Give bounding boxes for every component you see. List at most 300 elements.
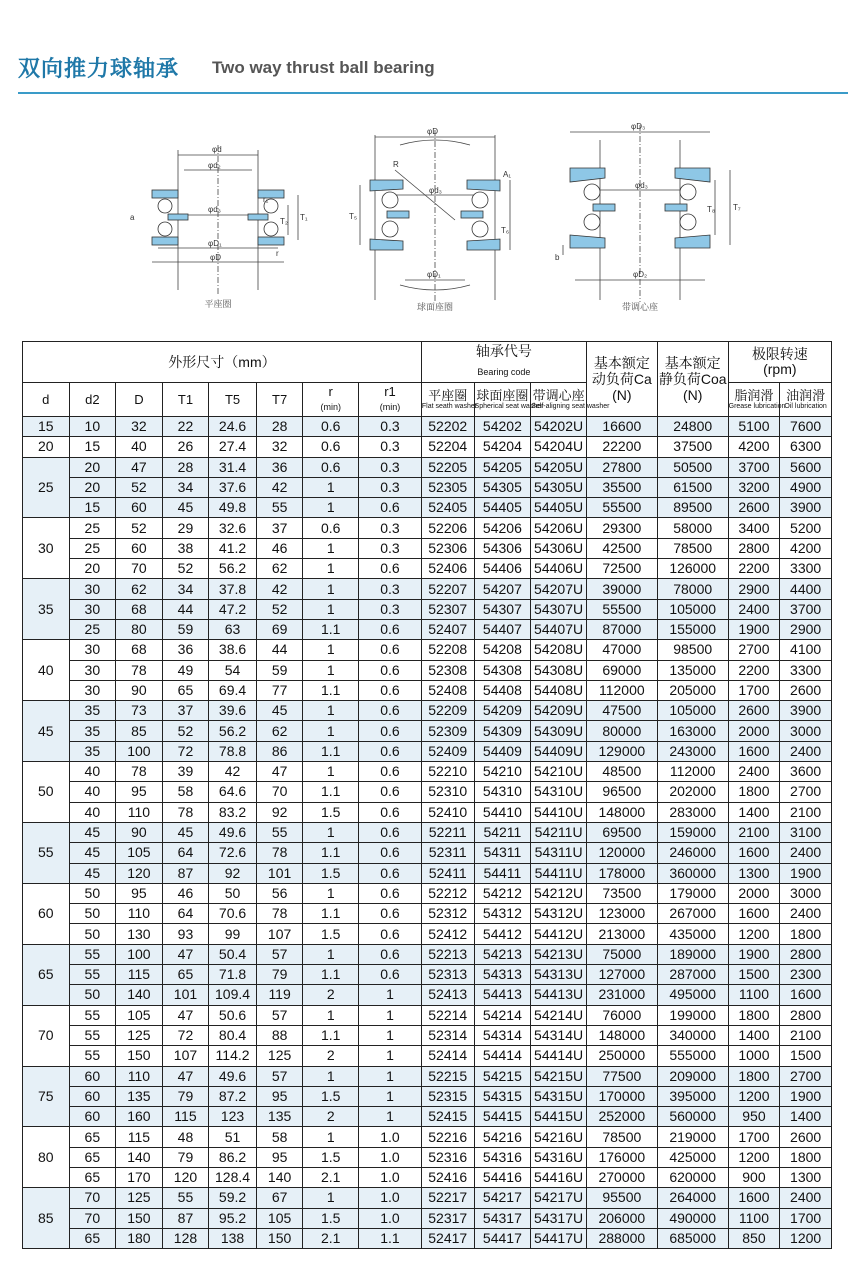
header-rule <box>18 92 848 94</box>
cell-d2: 50 <box>69 985 116 1005</box>
cell-r: 1 <box>303 559 359 579</box>
cell-r: 1 <box>303 1188 359 1208</box>
cell-code-self-aligning: 54217U <box>531 1188 587 1208</box>
cell-T7: 32 <box>256 437 303 457</box>
cell-static-load: 189000 <box>657 944 728 964</box>
bore-diameter-cell: 35 <box>23 579 70 640</box>
cell-code-spherical: 54416 <box>474 1167 531 1187</box>
cell-d2: 50 <box>69 904 116 924</box>
cell-static-load: 37500 <box>657 437 728 457</box>
label-T5: T₅ <box>349 212 358 221</box>
cell-speed-grease: 1800 <box>728 1005 780 1025</box>
cell-speed-oil: 2800 <box>780 1005 832 1025</box>
cell-r: 0.6 <box>303 457 359 477</box>
cell-T1: 38 <box>162 538 209 558</box>
cell-T7: 52 <box>256 599 303 619</box>
cell-static-load: 126000 <box>657 559 728 579</box>
table-row <box>23 1147 832 1167</box>
cell-code-flat: 52212 <box>421 883 474 903</box>
cell-r1: 0.6 <box>359 944 422 964</box>
col-oil-en: Oil lubrication <box>784 403 827 410</box>
table-row <box>23 559 832 579</box>
cell-code-self-aligning: 54307U <box>531 599 587 619</box>
cell-r1: 0.3 <box>359 599 422 619</box>
cell-D: 150 <box>116 1046 163 1066</box>
caption-self-aligning-seat: 带调心座 <box>621 302 658 312</box>
cell-T5: 54 <box>209 660 257 680</box>
cell-r: 1.5 <box>303 863 359 883</box>
table-body <box>23 417 832 1249</box>
col-T1-header: T1 <box>162 383 209 417</box>
cell-code-flat: 52210 <box>421 762 474 782</box>
cell-T5: 50 <box>209 883 257 903</box>
cell-speed-oil: 3900 <box>780 701 832 721</box>
cell-r: 1.5 <box>303 924 359 944</box>
cell-T7: 47 <box>256 762 303 782</box>
cell-r: 1.1 <box>303 680 359 700</box>
cell-speed-grease: 1200 <box>728 1086 780 1106</box>
cell-speed-grease: 1900 <box>728 619 780 639</box>
cell-speed-oil: 2700 <box>780 1066 832 1086</box>
cell-code-flat: 52412 <box>421 924 474 944</box>
cell-D: 135 <box>116 1086 163 1106</box>
cell-d2: 25 <box>69 619 116 639</box>
cell-code-flat: 52414 <box>421 1046 474 1066</box>
cell-dynamic-load: 206000 <box>586 1208 657 1228</box>
cell-D: 100 <box>116 944 163 964</box>
cell-T5: 123 <box>209 1107 257 1127</box>
cell-speed-grease: 2200 <box>728 559 780 579</box>
cell-D: 52 <box>116 518 163 538</box>
cell-r: 1.5 <box>303 1208 359 1228</box>
cell-D: 80 <box>116 619 163 639</box>
cell-code-flat: 52206 <box>421 518 474 538</box>
cell-d2: 35 <box>69 721 116 741</box>
cell-r: 1 <box>303 640 359 660</box>
cell-code-self-aligning: 54315U <box>531 1086 587 1106</box>
cell-static-load: 105000 <box>657 701 728 721</box>
cell-code-self-aligning: 54412U <box>531 924 587 944</box>
cell-d2: 65 <box>69 1127 116 1147</box>
cell-static-load: 50500 <box>657 457 728 477</box>
cell-r1: 1 <box>359 1025 422 1045</box>
cell-speed-oil: 2100 <box>780 1025 832 1045</box>
cell-speed-oil: 2400 <box>780 741 832 761</box>
cell-code-self-aligning: 54309U <box>531 721 587 741</box>
cell-T1: 52 <box>162 559 209 579</box>
cell-D: 95 <box>116 782 163 802</box>
cell-speed-grease: 2200 <box>728 660 780 680</box>
cell-d2: 25 <box>69 518 116 538</box>
cell-code-spherical: 54209 <box>474 701 531 721</box>
cell-r1: 0.3 <box>359 538 422 558</box>
cell-r: 1.5 <box>303 1147 359 1167</box>
header-row-1 <box>23 342 832 383</box>
cell-r1: 0.6 <box>359 822 422 842</box>
cell-code-spherical: 54415 <box>474 1107 531 1127</box>
cell-static-load: 205000 <box>657 680 728 700</box>
cell-code-self-aligning: 54312U <box>531 904 587 924</box>
cell-T7: 57 <box>256 1005 303 1025</box>
cell-T1: 120 <box>162 1167 209 1187</box>
cell-r1: 0.6 <box>359 619 422 639</box>
cell-r1: 0.3 <box>359 579 422 599</box>
cell-code-spherical: 54316 <box>474 1147 531 1167</box>
table-row <box>23 619 832 639</box>
cell-speed-grease: 2000 <box>728 721 780 741</box>
cell-T1: 64 <box>162 904 209 924</box>
cell-code-self-aligning: 54415U <box>531 1107 587 1127</box>
cell-r: 1.5 <box>303 1086 359 1106</box>
label-d: φd <box>212 145 222 154</box>
cell-code-self-aligning: 54313U <box>531 965 587 985</box>
table-row <box>23 1086 832 1106</box>
cell-static-load: 685000 <box>657 1228 728 1248</box>
cell-static-load: 78500 <box>657 538 728 558</box>
cell-speed-grease: 2000 <box>728 883 780 903</box>
cell-r: 1 <box>303 762 359 782</box>
cell-speed-grease: 1800 <box>728 1066 780 1086</box>
cell-static-load: 163000 <box>657 721 728 741</box>
cell-D: 90 <box>116 822 163 842</box>
label-r: r <box>276 249 279 258</box>
cell-dynamic-load: 55500 <box>586 599 657 619</box>
speed-unit: (rpm) <box>763 361 797 377</box>
cell-speed-oil: 4100 <box>780 640 832 660</box>
cell-code-flat: 52410 <box>421 802 474 822</box>
cell-speed-oil: 2400 <box>780 843 832 863</box>
cell-T7: 150 <box>256 1228 303 1248</box>
cell-r1: 0.6 <box>359 559 422 579</box>
cell-T1: 48 <box>162 1127 209 1147</box>
table-row <box>23 1228 832 1248</box>
cell-T7: 57 <box>256 944 303 964</box>
static-load-label: 基本额定静负荷Coa <box>658 355 727 387</box>
cell-static-load: 179000 <box>657 883 728 903</box>
cell-D: 95 <box>116 883 163 903</box>
cell-T1: 47 <box>162 944 209 964</box>
table-row <box>23 944 832 964</box>
cell-dynamic-load: 76000 <box>586 1005 657 1025</box>
cell-static-load: 246000 <box>657 843 728 863</box>
table-row <box>23 965 832 985</box>
caption-flat-seat: 平座圈 <box>204 299 232 309</box>
cell-code-flat: 52316 <box>421 1147 474 1167</box>
cell-r: 1 <box>303 944 359 964</box>
cell-code-flat: 52408 <box>421 680 474 700</box>
bore-diameter-cell: 65 <box>23 944 70 1005</box>
col-grease-label: 脂润滑 <box>734 388 774 403</box>
cell-T1: 47 <box>162 1005 209 1025</box>
table-row <box>23 822 832 842</box>
cell-r1: 1 <box>359 1086 422 1106</box>
cell-T5: 37.8 <box>209 579 257 599</box>
cell-static-load: 395000 <box>657 1086 728 1106</box>
cell-speed-grease: 2600 <box>728 498 780 518</box>
cell-T5: 128.4 <box>209 1167 257 1187</box>
cell-d2: 55 <box>69 1046 116 1066</box>
cell-T5: 56.2 <box>209 559 257 579</box>
cell-r1: 0.3 <box>359 457 422 477</box>
cell-static-load: 360000 <box>657 863 728 883</box>
table-row <box>23 498 832 518</box>
cell-code-spherical: 54305 <box>474 477 531 497</box>
cell-D: 68 <box>116 599 163 619</box>
cell-code-self-aligning: 54215U <box>531 1066 587 1086</box>
cell-r1: 0.6 <box>359 660 422 680</box>
cell-D: 62 <box>116 579 163 599</box>
cell-T1: 44 <box>162 599 209 619</box>
cell-static-load: 209000 <box>657 1066 728 1086</box>
cell-d2: 30 <box>69 660 116 680</box>
cell-T7: 140 <box>256 1167 303 1187</box>
cell-T7: 95 <box>256 1086 303 1106</box>
cell-T5: 138 <box>209 1228 257 1248</box>
cell-code-spherical: 54215 <box>474 1066 531 1086</box>
cell-speed-oil: 2300 <box>780 965 832 985</box>
cell-dynamic-load: 148000 <box>586 1025 657 1045</box>
cell-static-load: 219000 <box>657 1127 728 1147</box>
cell-d2: 40 <box>69 802 116 822</box>
cell-speed-grease: 2600 <box>728 701 780 721</box>
cell-T7: 125 <box>256 1046 303 1066</box>
cell-speed-oil: 1600 <box>780 985 832 1005</box>
cell-r1: 1 <box>359 985 422 1005</box>
cell-T1: 93 <box>162 924 209 944</box>
cell-D: 47 <box>116 457 163 477</box>
speed-label: 极限转速 <box>751 346 808 362</box>
label-D2: φD₂ <box>633 270 648 279</box>
cell-T1: 87 <box>162 1208 209 1228</box>
table-row <box>23 782 832 802</box>
cell-static-load: 283000 <box>657 802 728 822</box>
cell-dynamic-load: 178000 <box>586 863 657 883</box>
cell-D: 150 <box>116 1208 163 1228</box>
cell-code-flat: 52416 <box>421 1167 474 1187</box>
cell-r: 1 <box>303 538 359 558</box>
cell-T7: 42 <box>256 579 303 599</box>
cell-static-load: 267000 <box>657 904 728 924</box>
label-D1: φD₁ <box>208 239 222 248</box>
cell-T7: 46 <box>256 538 303 558</box>
cell-T1: 101 <box>162 985 209 1005</box>
group-code-header <box>421 342 586 383</box>
table-row <box>23 518 832 538</box>
cell-T5: 37.6 <box>209 477 257 497</box>
cell-T5: 51 <box>209 1127 257 1147</box>
bore-diameter-cell: 25 <box>23 457 70 518</box>
cell-T1: 39 <box>162 762 209 782</box>
cell-r1: 0.6 <box>359 701 422 721</box>
col-d-header: d <box>23 383 70 417</box>
cell-r1: 0.6 <box>359 924 422 944</box>
cell-speed-oil: 3900 <box>780 498 832 518</box>
cell-code-flat: 52208 <box>421 640 474 660</box>
cell-T5: 64.6 <box>209 782 257 802</box>
cell-r: 1 <box>303 721 359 741</box>
cell-r: 1 <box>303 1005 359 1025</box>
cell-dynamic-load: 39000 <box>586 579 657 599</box>
cell-D: 70 <box>116 559 163 579</box>
cell-code-self-aligning: 54204U <box>531 437 587 457</box>
cell-T1: 72 <box>162 1025 209 1045</box>
cell-speed-oil: 2900 <box>780 619 832 639</box>
cell-r1: 0.6 <box>359 863 422 883</box>
cell-code-spherical: 54414 <box>474 1046 531 1066</box>
cell-T5: 41.2 <box>209 538 257 558</box>
bore-diameter-cell: 85 <box>23 1188 70 1249</box>
cell-dynamic-load: 69000 <box>586 660 657 680</box>
cell-static-load: 340000 <box>657 1025 728 1045</box>
cell-static-load: 287000 <box>657 965 728 985</box>
bore-diameter-cell: 40 <box>23 640 70 701</box>
cell-speed-grease: 1200 <box>728 924 780 944</box>
cell-T5: 50.6 <box>209 1005 257 1025</box>
cell-T1: 45 <box>162 498 209 518</box>
table-row <box>23 457 832 477</box>
cell-speed-grease: 1600 <box>728 904 780 924</box>
cell-speed-grease: 1100 <box>728 1208 780 1228</box>
bore-diameter-cell: 60 <box>23 883 70 944</box>
label-D3: φD₃ <box>631 122 646 131</box>
cell-code-self-aligning: 54311U <box>531 843 587 863</box>
cell-speed-grease: 3400 <box>728 518 780 538</box>
cell-T7: 101 <box>256 863 303 883</box>
col-oil-label: 油润滑 <box>786 388 826 403</box>
cell-T5: 56.2 <box>209 721 257 741</box>
cell-T5: 109.4 <box>209 985 257 1005</box>
cell-d2: 20 <box>69 477 116 497</box>
cell-speed-oil: 2400 <box>780 904 832 924</box>
cell-static-load: 199000 <box>657 1005 728 1025</box>
cell-r1: 0.6 <box>359 965 422 985</box>
cell-static-load: 495000 <box>657 985 728 1005</box>
cell-T5: 114.2 <box>209 1046 257 1066</box>
cell-speed-grease: 1100 <box>728 985 780 1005</box>
cell-T5: 50.4 <box>209 944 257 964</box>
cell-code-spherical: 54417 <box>474 1228 531 1248</box>
cell-r: 2 <box>303 1046 359 1066</box>
cell-T1: 47 <box>162 1066 209 1086</box>
cell-d2: 60 <box>69 1107 116 1127</box>
flat-seat-drawing <box>128 140 308 300</box>
cell-speed-oil: 2700 <box>780 782 832 802</box>
bore-diameter-cell: 75 <box>23 1066 70 1127</box>
cell-D: 73 <box>116 701 163 721</box>
cell-code-self-aligning: 54411U <box>531 863 587 883</box>
cell-D: 115 <box>116 965 163 985</box>
cell-T5: 42 <box>209 762 257 782</box>
cell-speed-oil: 1200 <box>780 1228 832 1248</box>
cell-T1: 107 <box>162 1046 209 1066</box>
cell-static-load: 620000 <box>657 1167 728 1187</box>
cell-D: 180 <box>116 1228 163 1248</box>
label-T8: T₈ <box>707 205 716 214</box>
cell-speed-grease: 2400 <box>728 599 780 619</box>
table-row <box>23 721 832 741</box>
cell-static-load: 243000 <box>657 741 728 761</box>
cell-speed-grease: 2700 <box>728 640 780 660</box>
cell-dynamic-load: 288000 <box>586 1228 657 1248</box>
cell-static-load: 159000 <box>657 822 728 842</box>
cell-speed-grease: 1200 <box>728 1147 780 1167</box>
cell-r1: 1.0 <box>359 1147 422 1167</box>
table-row <box>23 1188 832 1208</box>
cell-speed-grease: 4200 <box>728 437 780 457</box>
speed-header <box>728 342 831 383</box>
cell-r1: 0.6 <box>359 904 422 924</box>
cell-D: 105 <box>116 1005 163 1025</box>
cell-d2: 25 <box>69 538 116 558</box>
cell-speed-oil: 5600 <box>780 457 832 477</box>
cell-T5: 31.4 <box>209 457 257 477</box>
cell-d2: 15 <box>69 498 116 518</box>
cell-T1: 29 <box>162 518 209 538</box>
cell-r1: 1 <box>359 1066 422 1086</box>
cell-D: 120 <box>116 863 163 883</box>
table-row <box>23 1107 832 1127</box>
label-d3: φd₃ <box>429 186 442 195</box>
cell-code-spherical: 54309 <box>474 721 531 741</box>
cell-T7: 88 <box>256 1025 303 1045</box>
cell-D: 115 <box>116 1127 163 1147</box>
cell-d2: 60 <box>69 1066 116 1086</box>
cell-r: 1 <box>303 1127 359 1147</box>
table-row <box>23 1208 832 1228</box>
table-row <box>23 437 832 457</box>
cell-T5: 38.6 <box>209 640 257 660</box>
bore-diameter-cell: 45 <box>23 701 70 762</box>
cell-T5: 39.6 <box>209 701 257 721</box>
label-A1: A₁ <box>503 170 512 179</box>
cell-T5: 86.2 <box>209 1147 257 1167</box>
cell-T5: 92 <box>209 863 257 883</box>
label-b: b <box>555 253 560 262</box>
cell-speed-grease: 3200 <box>728 477 780 497</box>
cell-r: 1 <box>303 660 359 680</box>
cell-speed-oil: 1900 <box>780 863 832 883</box>
cell-code-self-aligning: 54208U <box>531 640 587 660</box>
col-D-header: D <box>116 383 163 417</box>
cell-T7: 56 <box>256 883 303 903</box>
cell-T7: 44 <box>256 640 303 660</box>
cell-code-self-aligning: 54310U <box>531 782 587 802</box>
cell-D: 170 <box>116 1167 163 1187</box>
cell-T1: 26 <box>162 437 209 457</box>
cell-static-load: 490000 <box>657 1208 728 1228</box>
cell-code-spherical: 54410 <box>474 802 531 822</box>
cell-code-spherical: 54408 <box>474 680 531 700</box>
cell-code-flat: 52411 <box>421 863 474 883</box>
cell-code-flat: 52215 <box>421 1066 474 1086</box>
cell-code-spherical: 54405 <box>474 498 531 518</box>
table-row <box>23 640 832 660</box>
cell-T1: 79 <box>162 1086 209 1106</box>
cell-D: 68 <box>116 640 163 660</box>
cell-code-spherical: 54310 <box>474 782 531 802</box>
cell-code-spherical: 54212 <box>474 883 531 903</box>
cell-speed-grease: 2900 <box>728 579 780 599</box>
cell-T7: 107 <box>256 924 303 944</box>
cell-static-load: 78000 <box>657 579 728 599</box>
cell-code-flat: 52317 <box>421 1208 474 1228</box>
cell-static-load: 105000 <box>657 599 728 619</box>
page-subtitle: Two way thrust ball bearing <box>212 58 435 77</box>
page-header <box>18 52 848 96</box>
cell-d2: 55 <box>69 1005 116 1025</box>
col-r-header <box>303 383 359 417</box>
cell-dynamic-load: 170000 <box>586 1086 657 1106</box>
